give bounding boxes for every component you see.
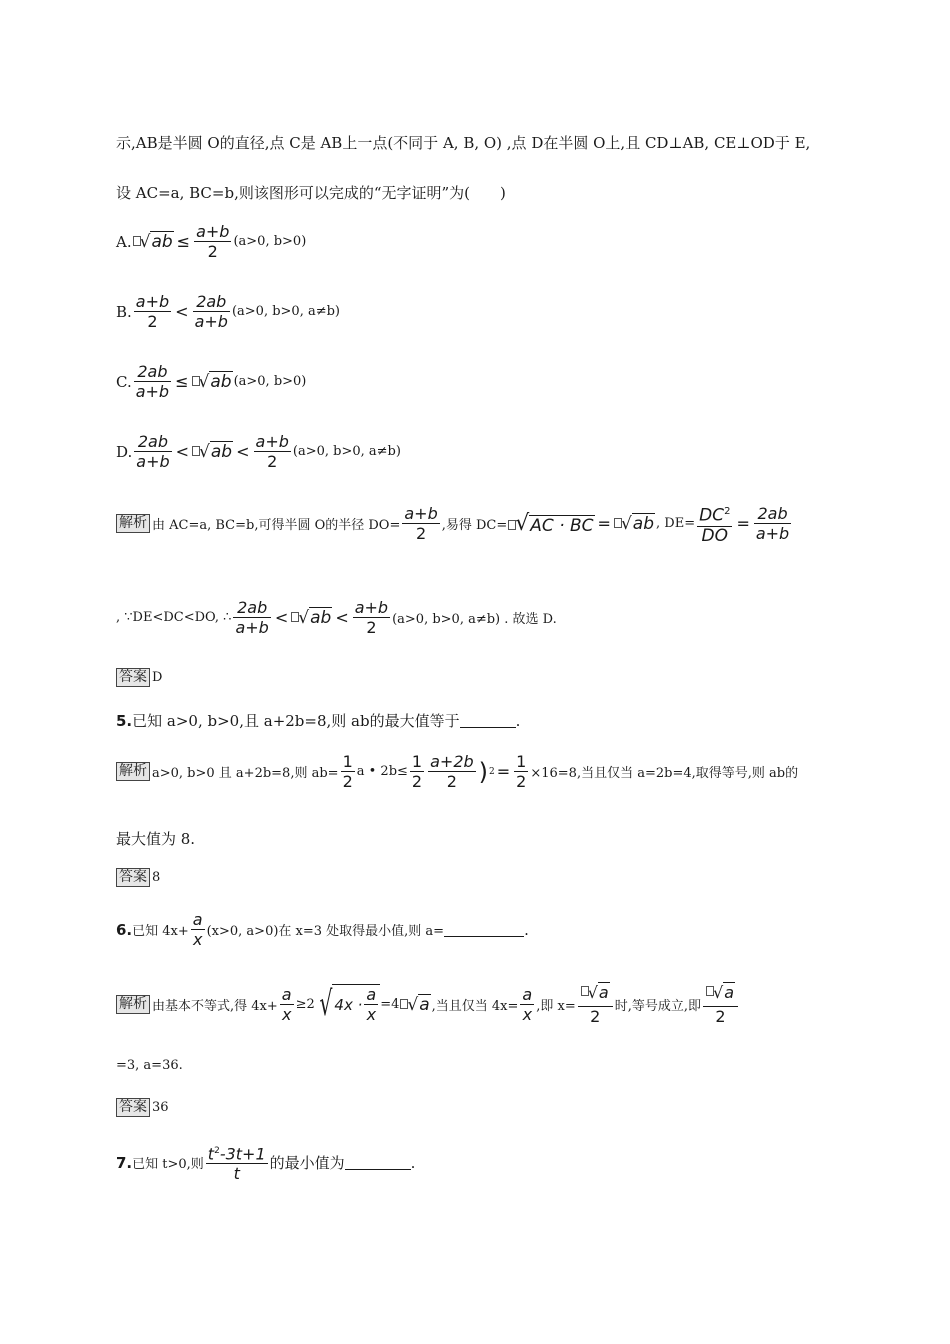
root-ac-bc: √ AC · BC: [508, 511, 594, 536]
fraction-a-over-x: $\frac{a}{x}$: [522, 984, 533, 1024]
analysis-tag: 解析: [116, 762, 150, 781]
root-ab: √ ab: [192, 441, 233, 462]
fraction-one-half: $\frac{1}{2}$: [516, 752, 527, 791]
text-line-2: [116, 182, 506, 203]
q4-analysis-text-3: , DE=: [656, 516, 696, 532]
root-ab: √ ab: [291, 607, 332, 628]
square-exponent: 2: [489, 766, 495, 777]
lt-sign: <: [335, 608, 349, 627]
option-b-label: B.: [116, 302, 132, 321]
q4-analysis-cont: [116, 598, 557, 637]
fraction-one-half: $\frac{1}{2}$: [411, 752, 423, 791]
q5-end: .: [515, 711, 521, 730]
fraction-root-a-over-2: √ a 2: [578, 982, 613, 1026]
q5-answer: [116, 868, 160, 887]
fraction-2ab-over-a-plus-b: $\frac{2ab}{a+b}$: [755, 504, 790, 544]
fraction-2ab-over-a-plus-b: $\frac{2ab}{a+b}$: [235, 598, 269, 637]
q6-analysis-text-4: ,当且仅当 4x=: [431, 998, 519, 1014]
fraction-2ab-over-a-plus-b: $\frac{2ab}{a+b}$: [194, 292, 228, 331]
fraction-2ab-over-a-plus-b: $\frac{2ab}{a+b}$: [136, 432, 170, 471]
q4-analysis-text-5: (a>0, b>0, a≠b) . 故选 D.: [392, 612, 557, 627]
fraction-a-plus-b-over-2: $\frac{a+b}{2}$: [354, 598, 389, 637]
q6-analysis-text-7: =3, a=36.: [116, 1058, 183, 1073]
fraction-dc2-over-do: $\frac{DC^2}{DO}$: [699, 505, 731, 546]
fraction-t2-minus-3t-plus-1-over-t: $\frac{t^2-3t+1}{t}$: [207, 1144, 266, 1184]
fraction-a-over-x: $\frac{a}{x}$: [366, 985, 377, 1024]
q7-text-1: 已知 t>0,则: [132, 1157, 204, 1173]
fraction-a-plus-b-over-2: $\frac{a+b}{2}$: [255, 432, 289, 471]
option-c-label: C.: [116, 372, 132, 391]
analysis-tag: 解析: [116, 995, 150, 1014]
option-d-condition: (a>0, b>0, a≠b): [292, 444, 401, 459]
q6-text-2: (x>0, a>0)在 x=3 处取得最小值,则 a=: [206, 924, 445, 939]
q7-end: .: [410, 1153, 416, 1172]
answer-tag: 答案: [116, 668, 150, 687]
answer-tag: 答案: [116, 868, 150, 887]
le-sign: ≤: [176, 232, 191, 251]
q6-analysis-text-5: ,即 x=: [536, 998, 576, 1014]
fraction-a-over-x: $\frac{a}{x}$: [281, 984, 292, 1024]
le-sign: ≤: [175, 372, 189, 391]
q6-analysis: [116, 982, 740, 1026]
intro-line-2: 设 AC=a, BC=b,则该图形可以完成的“无字证明”为( ): [116, 184, 506, 202]
root-ab: √ ab: [192, 371, 233, 392]
answer-tag: 答案: [116, 1098, 150, 1117]
q6-end: .: [524, 920, 529, 939]
close-paren: ): [478, 757, 489, 786]
lt-sign: <: [236, 442, 250, 461]
q4-analysis: [116, 502, 793, 546]
q7-text-2: 的最小值为: [269, 1154, 345, 1173]
option-a[interactable]: [116, 222, 306, 261]
q6-answer: [116, 1098, 169, 1117]
option-b-condition: (a>0, b>0, a≠b): [231, 304, 340, 319]
fraction-a-plus-b-over-2: $\frac{a+b}{2}$: [135, 292, 170, 331]
fraction-a-plus-2b-over-2: $\frac{a+2b}{2}$: [430, 752, 474, 791]
root-ab: √ ab: [133, 231, 174, 252]
eq-sign: =: [597, 514, 611, 534]
q5-question: [116, 710, 520, 731]
q6-analysis-text-6: 时,等号成立,即: [614, 998, 701, 1014]
q4-answer: [116, 668, 162, 687]
option-a-label: A.: [116, 232, 132, 251]
q5-text: 已知 a>0, b>0,且 a+2b=8,则 ab的最大值等于: [132, 712, 460, 730]
q5-answer-value: 8: [152, 870, 161, 885]
q6-analysis-cont: [116, 1058, 183, 1073]
text-line-1: [116, 132, 810, 153]
q4-analysis-text-4: , ∵DE<DC<DO, ∴: [116, 610, 232, 625]
q6-text-1: 已知 4x+: [132, 924, 189, 939]
q5-analysis-text-4: 最大值为 8.: [116, 830, 196, 848]
option-c[interactable]: [116, 362, 306, 401]
q6-analysis-text-2: ≥2: [295, 996, 315, 1012]
eq-sign: =: [736, 514, 750, 534]
root-a: √ a: [400, 994, 430, 1015]
q7-question: [116, 1142, 415, 1183]
q6-question: [116, 910, 529, 949]
q7-answer-blank[interactable]: [345, 1155, 411, 1170]
q4-analysis-text-1: 由 AC=a, BC=b,可得半圆 O的半径 DO=: [152, 518, 401, 534]
fraction-2ab-over-a-plus-b: $\frac{2ab}{a+b}$: [135, 362, 170, 401]
q6-analysis-text-3: =4: [380, 996, 400, 1012]
q5-analysis: [116, 752, 798, 791]
fraction-root-a-over-2: √ a 2: [703, 982, 738, 1026]
lt-sign: <: [274, 608, 289, 627]
fraction-a-plus-b-over-2: $\frac{a+b}{2}$: [404, 504, 438, 544]
q4-answer-value: D: [152, 670, 163, 685]
fraction-one-half: $\frac{1}{2}$: [342, 752, 353, 791]
q5-analysis-text-1: a>0, b>0 且 a+2b=8,则 ab=: [152, 766, 339, 781]
q7-number: 7.: [116, 1153, 133, 1172]
option-d[interactable]: [116, 432, 401, 471]
q4-analysis-text-2: ,易得 DC=: [441, 518, 508, 534]
eq-sign: =: [496, 762, 511, 781]
intro-line-1: 示,AB是半圆 O的直径,点 C是 AB上一点(不同于 A, B, O) ,点 D在半圆 O上,且 CD⊥AB, CE⊥OD于 E,: [116, 134, 811, 152]
lt-sign: <: [175, 302, 189, 321]
fraction-a-over-x: $\frac{a}{x}$: [192, 910, 203, 949]
big-sqrt-icon: √: [319, 984, 333, 1024]
q6-answer-value: 36: [152, 1100, 169, 1115]
q5-analysis-text-2: a • 2b≤: [356, 764, 408, 779]
analysis-tag: 解析: [116, 514, 150, 533]
q5-number: 5.: [116, 711, 133, 730]
option-c-condition: (a>0, b>0): [233, 374, 307, 389]
option-d-label: D.: [116, 442, 133, 461]
q6-number: 6.: [116, 920, 133, 939]
q5-analysis-text-3: ×16=8,当且仅当 a=2b=4,取得等号,则 ab的: [530, 766, 799, 781]
q6-analysis-text-1: 由基本不等式,得 4x+: [152, 998, 278, 1014]
fraction-a-plus-b-over-2: $\frac{a+b}{2}$: [196, 222, 230, 261]
root-4x-a-over-x: 4x · $\frac{a}{x}$: [332, 984, 380, 1024]
root-ab: √ ab: [614, 513, 655, 534]
lt-sign: <: [175, 442, 190, 461]
option-b[interactable]: [116, 292, 340, 331]
q6-answer-blank[interactable]: [444, 922, 524, 937]
q5-analysis-cont: [116, 828, 195, 849]
option-a-condition: (a>0, b>0): [233, 234, 307, 249]
q5-answer-blank[interactable]: [460, 713, 516, 728]
